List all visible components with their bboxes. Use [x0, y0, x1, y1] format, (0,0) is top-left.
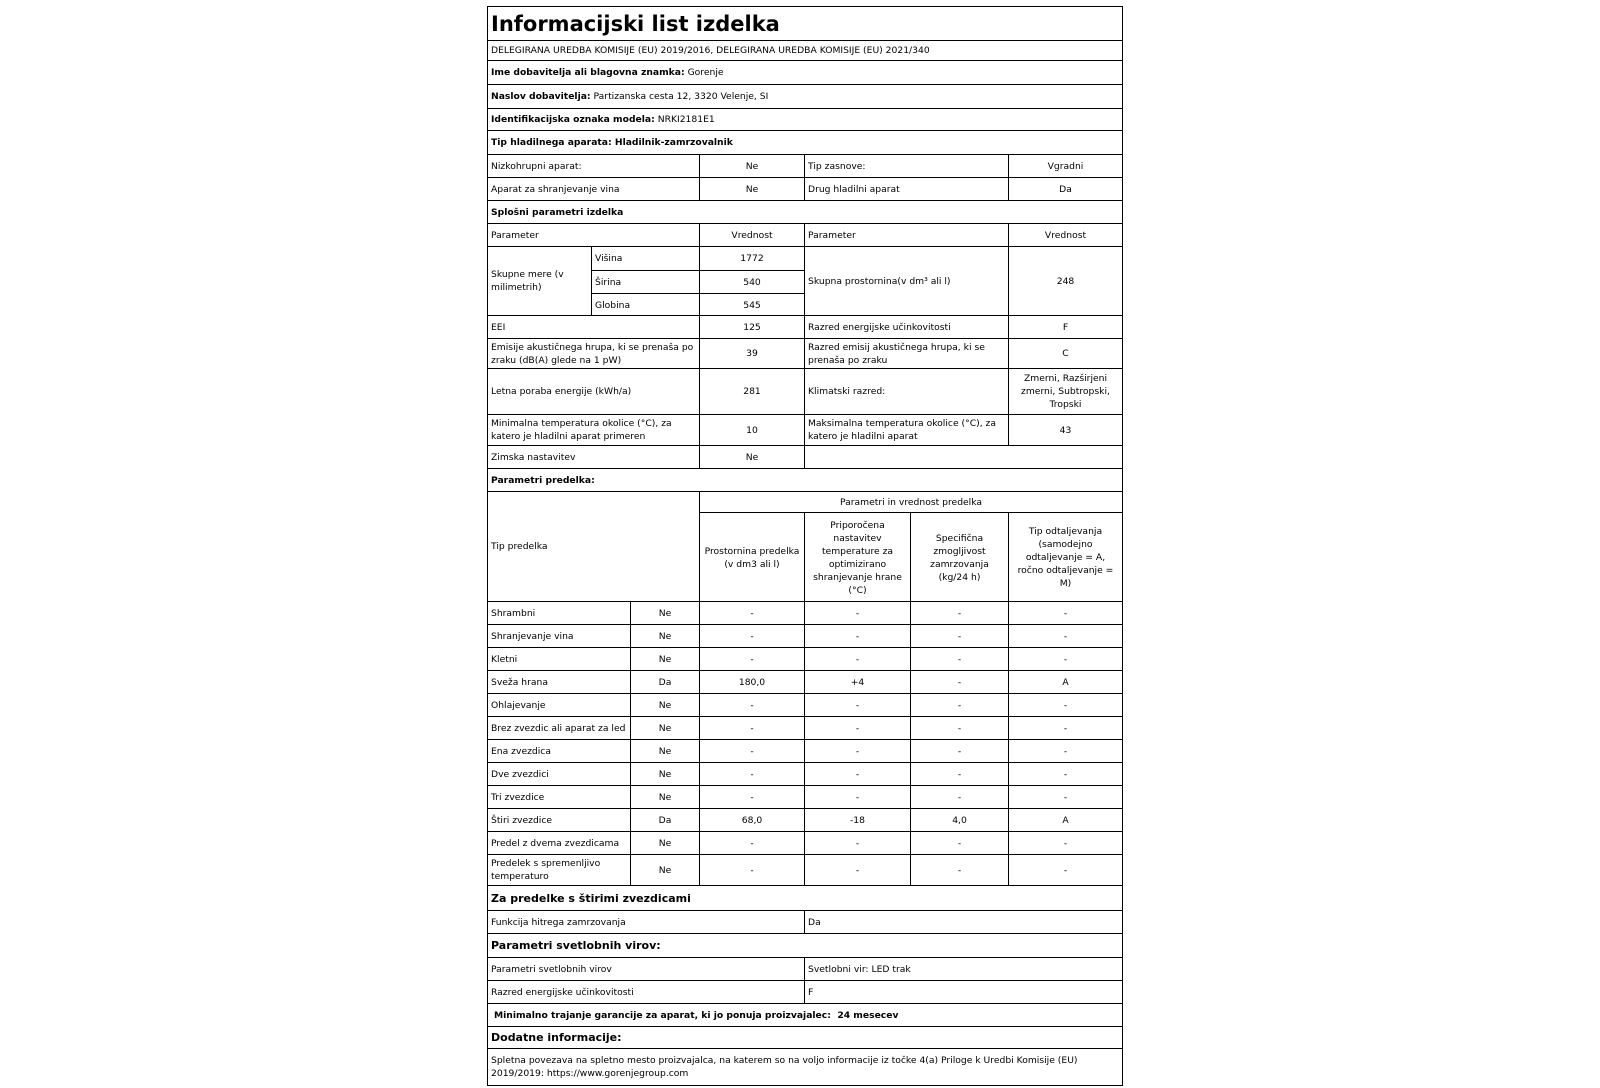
supplier	[488, 61, 1122, 84]
compartment-freezing-capacity: -	[910, 786, 1008, 808]
type-label: Drug hladilni aparat	[804, 178, 1008, 200]
compartment-freezing-capacity: -	[910, 740, 1008, 762]
compartment-temperature: -	[804, 763, 910, 785]
compartment-name: Kletni	[491, 653, 518, 665]
type-value: Da	[1008, 178, 1122, 200]
general-value: 125	[699, 316, 804, 338]
compartment-freezing-capacity: -	[910, 855, 1008, 885]
compartment-row	[488, 625, 1122, 648]
compartment-defrost-type: -	[1008, 625, 1122, 647]
total-volume-value: 248	[1008, 247, 1122, 315]
compartment-name: Ena zvezdica	[491, 745, 551, 757]
regulation-text: DELEGIRANA UREDBA KOMISIJE (EU) 2019/2016, DELEGIRANA UREDBA KOMISIJE (EU) 2021/340	[491, 45, 930, 56]
general-label: Maksimalna temperatura okolice (°C), za katero je hladilni aparat	[804, 415, 1008, 445]
light-label: Razred energijske učinkovitosti	[491, 986, 634, 998]
compartment-present: Ne	[630, 855, 699, 885]
general-row	[488, 369, 1122, 415]
general-value: 39	[699, 339, 804, 368]
compartment-defrost-type: -	[1008, 786, 1122, 808]
compartment-name: Shranjevanje vina	[491, 630, 574, 642]
param-header: Parameter	[804, 224, 1008, 246]
compartment-row	[488, 717, 1122, 740]
compartment-row	[488, 855, 1122, 886]
compartment-temperature: -	[804, 602, 910, 624]
general-heading-row	[488, 201, 1122, 224]
address-value: Partizanska cesta 12, 3320 Velenje, SI	[593, 91, 769, 102]
general-value: Zmerni, Razširjeni zmerni, Subtropski, Tropski	[1008, 369, 1122, 414]
supplier-label: Ime dobavitelja ali blagovna znamka:	[491, 67, 685, 78]
supplier-value: Gorenje	[687, 67, 724, 78]
general-value: C	[1008, 339, 1122, 368]
dimension-label: Globina	[591, 293, 699, 316]
compartment-row	[488, 648, 1122, 671]
compartment-temperature: -18	[804, 809, 910, 831]
type-label: Nizkohrupni aparat:	[491, 160, 582, 172]
model-value: NRKI2181E1	[657, 114, 715, 125]
compartment-volume: -	[699, 763, 804, 785]
compartment-present: Ne	[630, 694, 699, 716]
compartment-volume: 68,0	[699, 809, 804, 831]
model-label: Identifikacijska oznaka modela:	[491, 114, 655, 125]
four-star-heading: Za predelke s štirimi zvezdicami	[491, 891, 691, 905]
compartment-volume: -	[699, 740, 804, 762]
compartment-name: Ohlajevanje	[491, 699, 546, 711]
compartment-heading: Parametri predelka:	[491, 474, 595, 486]
address-label: Naslov dobavitelja:	[491, 91, 591, 102]
compartment-defrost-type: -	[1008, 763, 1122, 785]
dimension-label: Višina	[591, 247, 699, 270]
compartment-row	[488, 671, 1122, 694]
compartment-temperature: -	[804, 740, 910, 762]
general-label: Letna poraba energije (kWh/a)	[491, 386, 632, 397]
compartment-col-header: Tip odtaljevanja (samodejno odtaljevanje = A, ročno odtaljevanje = M)	[1008, 512, 1122, 602]
fast-freeze-value: Da	[804, 911, 1122, 933]
type-value: Vgradni	[1008, 155, 1122, 177]
compartment-freezing-capacity: -	[910, 717, 1008, 739]
light-row	[488, 981, 1122, 1004]
compartment-volume: -	[699, 855, 804, 885]
general-label: Razred energijske učinkovitosti	[804, 316, 1008, 338]
compartment-defrost-type: A	[1008, 671, 1122, 693]
value-header: Vrednost	[699, 224, 804, 246]
type-value: Ne	[699, 155, 804, 177]
light-value: Svetlobni vir: LED trak	[804, 958, 1122, 980]
light-row	[488, 958, 1122, 981]
four-star-heading-row	[488, 886, 1122, 911]
additional-text: Spletna povezava na spletno mesto proizvajalca, na katerem so na voljo informacije iz točke 4(a) Priloge k Uredbi Komisije (EU) 2019/2019: https://www.gorenjegroup.com	[491, 1055, 1078, 1079]
general-row	[488, 316, 1122, 339]
general-row	[488, 339, 1122, 369]
light-label: Parametri svetlobnih virov	[491, 963, 612, 975]
address	[488, 85, 1122, 108]
compartment-col-header: Priporočena nastavitev temperature za optimizirano shranjevanje hrane (°C)	[804, 512, 910, 602]
compartment-temperature: -	[804, 786, 910, 808]
compartment-row	[488, 740, 1122, 763]
compartment-volume: -	[699, 694, 804, 716]
dimension-value: 545	[699, 293, 804, 316]
compartment-temperature: -	[804, 625, 910, 647]
compartment-present: Da	[630, 671, 699, 693]
additional-row	[488, 1049, 1122, 1085]
compartment-row	[488, 832, 1122, 855]
general-value: F	[1008, 316, 1122, 338]
regulation-row	[488, 41, 1122, 61]
compartment-row	[488, 694, 1122, 717]
type-label: Aparat za shranjevanje vina	[491, 183, 620, 195]
general-label: EEI	[491, 321, 506, 333]
compartment-defrost-type: -	[1008, 648, 1122, 670]
general-value: 281	[699, 369, 804, 414]
fast-freeze-label: Funkcija hitrega zamrzovanja	[491, 916, 626, 928]
compartment-name: Predelek s spremenljivo temperaturo	[491, 858, 601, 882]
dimensions-row	[488, 247, 1122, 316]
compartment-freezing-capacity: -	[910, 694, 1008, 716]
compartment-row	[488, 809, 1122, 832]
compartment-row	[488, 602, 1122, 625]
product-information-sheet	[487, 6, 1123, 1086]
compartment-present: Ne	[630, 763, 699, 785]
general-row	[488, 415, 1122, 446]
general-label: Minimalna temperatura okolice (°C), za katero je hladilni aparat primeren	[491, 418, 672, 442]
title-row	[488, 7, 1122, 41]
compartment-present: Ne	[630, 648, 699, 670]
dimensions-label: Skupne mere (v milimetrih)	[491, 269, 564, 293]
compartment-col-header: Prostornina predelka (v dm3 ali l)	[699, 512, 804, 602]
type-value: Ne	[699, 178, 804, 200]
winter-label: Zimska nastavitev	[491, 451, 576, 463]
supplier-row	[488, 61, 1122, 85]
type-label: Tip zasnove:	[804, 155, 1008, 177]
warranty-row	[488, 1004, 1122, 1027]
total-volume-label: Skupna prostornina(v dm³ ali l)	[804, 247, 1008, 315]
compartment-volume: -	[699, 602, 804, 624]
compartment-defrost-type: -	[1008, 602, 1122, 624]
compartment-present: Ne	[630, 625, 699, 647]
compartment-type-header: Tip predelka	[491, 541, 548, 552]
compartment-col-header: Specifična zmogljivost zamrzovanja (kg/24 h)	[910, 512, 1008, 602]
compartment-name: Sveža hrana	[491, 676, 548, 688]
compartment-name: Predel z dvema zvezdicama	[491, 837, 620, 849]
value-header: Vrednost	[1008, 224, 1122, 246]
appliance-type-row	[488, 131, 1122, 155]
compartment-volume: -	[699, 625, 804, 647]
compartment-defrost-type: -	[1008, 694, 1122, 716]
light-heading: Parametri svetlobnih virov:	[491, 939, 661, 952]
compartment-freezing-capacity: -	[910, 671, 1008, 693]
compartment-volume: -	[699, 832, 804, 854]
compartment-present: Ne	[630, 786, 699, 808]
general-value: 43	[1008, 415, 1122, 445]
compartment-volume: -	[699, 648, 804, 670]
compartment-row	[488, 763, 1122, 786]
empty-cell	[804, 446, 1122, 468]
general-label: Emisije akustičnega hrupa, ki se prenaša po zraku (dB(A) glede na 1 pW)	[491, 341, 694, 366]
compartment-temperature: -	[804, 717, 910, 739]
compartment-volume: -	[699, 786, 804, 808]
general-value: 10	[699, 415, 804, 445]
compartment-name: Tri zvezdice	[491, 791, 545, 803]
four-star-row	[488, 911, 1122, 934]
compartment-volume: 180,0	[699, 671, 804, 693]
general-label: Klimatski razred:	[804, 369, 1008, 414]
compartment-present: Ne	[630, 832, 699, 854]
compartment-defrost-type: -	[1008, 832, 1122, 854]
winter-value: Ne	[699, 446, 804, 468]
general-label: Razred emisij akustičnega hrupa, ki se prenaša po zraku	[804, 339, 1008, 368]
compartment-temperature: -	[804, 648, 910, 670]
compartment-defrost-type: A	[1008, 809, 1122, 831]
warranty-value: 24 mesecev	[837, 1009, 899, 1021]
param-header: Parameter	[491, 229, 539, 241]
warranty-label: Minimalno trajanje garancije za aparat, ki jo ponuja proizvajalec:	[494, 1009, 831, 1021]
additional-heading-row	[488, 1027, 1122, 1049]
compartment-name: Brez zvezdic ali aparat za led	[491, 722, 626, 734]
compartment-temperature: -	[804, 855, 910, 885]
compartment-heading-row	[488, 469, 1122, 492]
compartment-present: Ne	[630, 740, 699, 762]
compartment-freezing-capacity: -	[910, 832, 1008, 854]
light-value: F	[804, 981, 1122, 1003]
general-header-row	[488, 224, 1122, 247]
address-row	[488, 85, 1122, 109]
compartment-freezing-capacity: -	[910, 648, 1008, 670]
compartment-defrost-type: -	[1008, 740, 1122, 762]
compartment-volume: -	[699, 717, 804, 739]
dimension-value: 1772	[699, 247, 804, 270]
compartment-freezing-capacity: -	[910, 625, 1008, 647]
compartment-present: Ne	[630, 602, 699, 624]
compartment-name: Štiri zvezdice	[491, 814, 553, 826]
compartment-defrost-type: -	[1008, 855, 1122, 885]
appliance-type: Tip hladilnega aparata: Hladilnik-zamrzovalnik	[491, 137, 733, 148]
light-heading-row	[488, 934, 1122, 958]
dimension-label: Širina	[591, 270, 699, 293]
compartment-temperature: -	[804, 694, 910, 716]
general-heading: Splošni parametri izdelka	[491, 206, 624, 218]
compartment-present: Ne	[630, 717, 699, 739]
compartment-freezing-capacity: -	[910, 763, 1008, 785]
winter-row	[488, 446, 1122, 469]
compartment-defrost-type: -	[1008, 717, 1122, 739]
compartment-temperature: +4	[804, 671, 910, 693]
compartment-present: Da	[630, 809, 699, 831]
model-row	[488, 109, 1122, 131]
warranty	[488, 1004, 1122, 1026]
additional-heading: Dodatne informacije:	[491, 1031, 622, 1044]
type-row	[488, 178, 1122, 201]
page-title: Informacijski list izdelka	[491, 11, 780, 36]
compartment-freezing-capacity: 4,0	[910, 809, 1008, 831]
compartment-temperature: -	[804, 832, 910, 854]
dimension-value: 540	[699, 270, 804, 293]
type-row	[488, 155, 1122, 178]
compartment-freezing-capacity: -	[910, 602, 1008, 624]
compartment-name: Dve zvezdici	[491, 768, 549, 780]
compartment-group-header: Parametri in vrednost predelka	[699, 492, 1122, 512]
model	[488, 109, 1122, 130]
compartment-header-row	[488, 492, 1122, 602]
compartment-name: Shrambni	[491, 607, 536, 619]
compartment-row	[488, 786, 1122, 809]
